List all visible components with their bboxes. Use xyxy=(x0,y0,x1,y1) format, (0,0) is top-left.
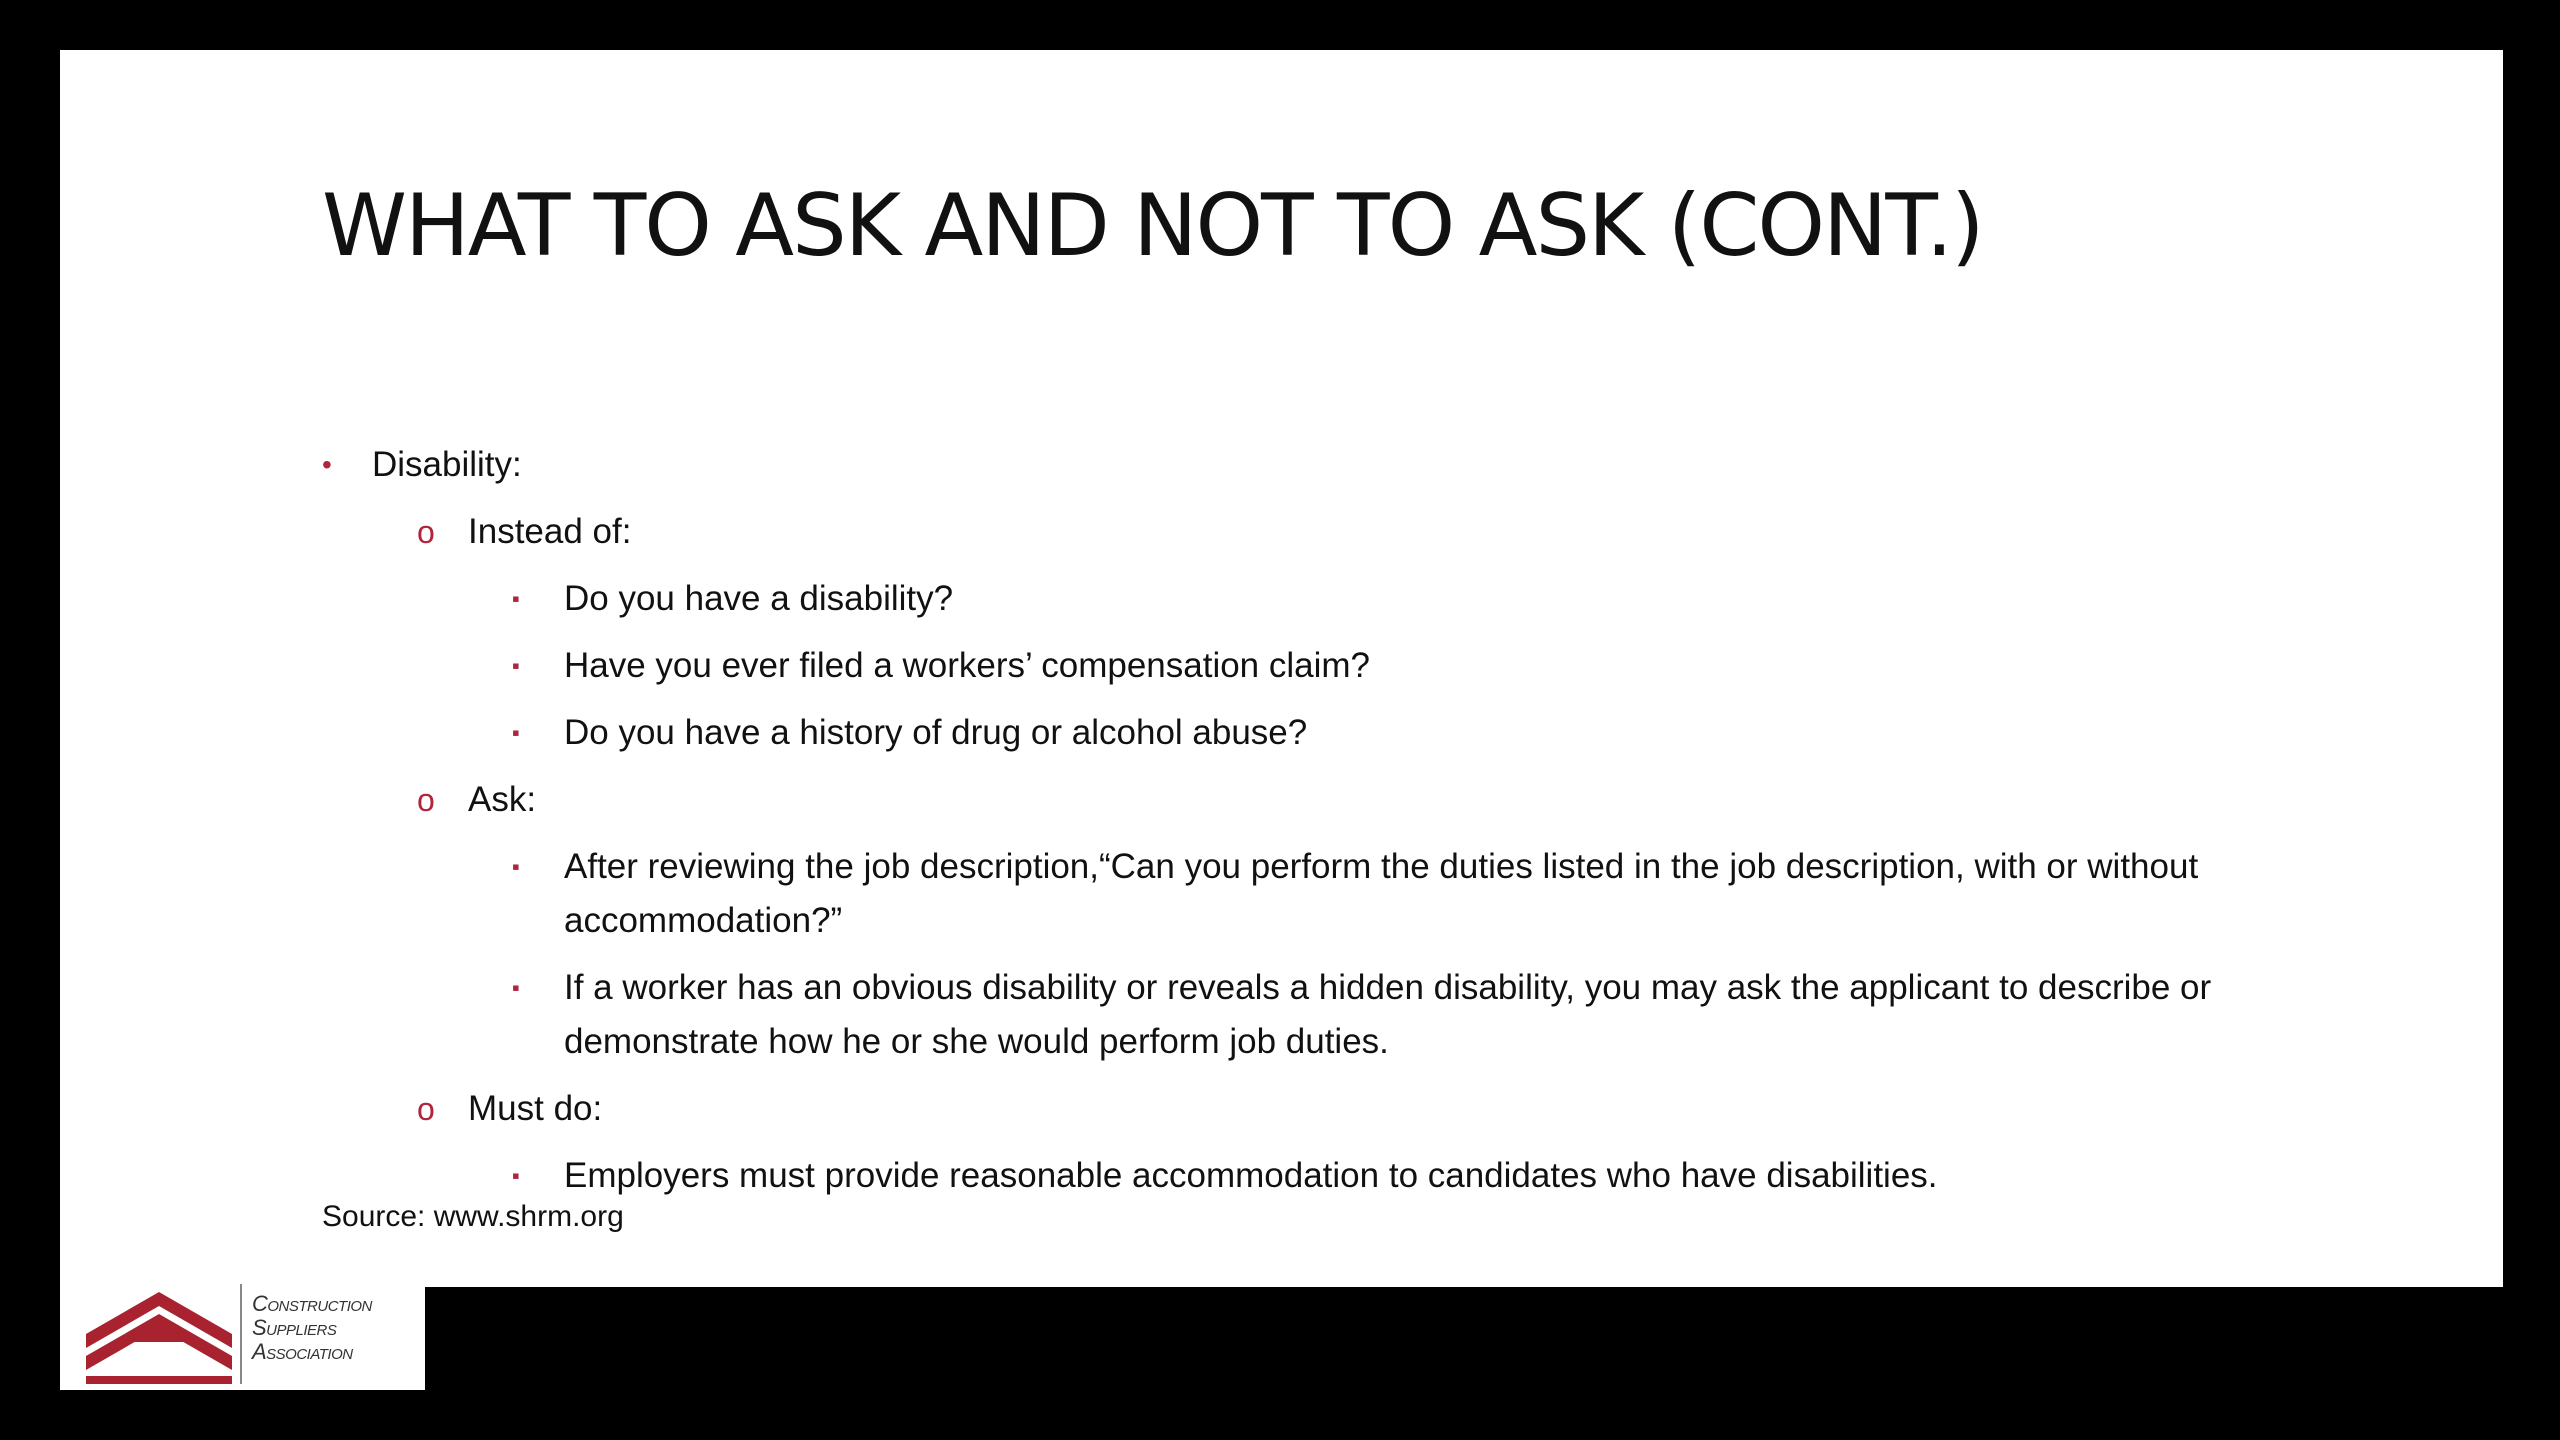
logo xyxy=(60,1278,425,1390)
bullet-square-icon: ▪ xyxy=(512,653,520,678)
list-item-text: Do you have a disability? xyxy=(564,579,954,618)
bullet-circle-icon: o xyxy=(417,1091,435,1127)
bullet-square-icon: ▪ xyxy=(512,1163,520,1188)
list-item-text: Do you have a history of drug or alcohol abuse? xyxy=(564,713,1308,752)
footer-bar xyxy=(60,1287,2503,1390)
bullet-circle-icon: o xyxy=(417,514,435,550)
logo-line-2: Suppliers xyxy=(252,1315,337,1340)
bullet-dot-icon: • xyxy=(322,449,332,480)
list-item xyxy=(322,840,2322,948)
logo-text xyxy=(252,1292,372,1364)
logo-divider xyxy=(240,1284,242,1384)
list-item xyxy=(322,961,2322,1069)
list-item-text: Employers must provide reasonable accommodation to candidates who have disabilities. xyxy=(564,1156,1938,1195)
list-item-text: Ask: xyxy=(468,780,537,819)
list-item xyxy=(322,1082,2322,1136)
list-item xyxy=(322,1149,2322,1203)
bullet-circle-icon: o xyxy=(417,782,435,818)
bullet-square-icon: ▪ xyxy=(512,975,520,1000)
source-citation: Source: www.shrm.org xyxy=(322,1200,624,1233)
list-item xyxy=(322,505,2322,559)
list-item-text: If a worker has an obvious disability or reveals a hidden disability, you may ask the applicant to describe or demonstrate how he or she would perform job duties. xyxy=(564,968,2212,1061)
logo-line-1: Construction xyxy=(252,1291,372,1316)
bullet-list xyxy=(322,438,2322,1216)
list-item xyxy=(322,572,2322,626)
list-item xyxy=(322,773,2322,827)
bullet-square-icon: ▪ xyxy=(512,854,520,879)
slide xyxy=(60,50,2503,1390)
list-item xyxy=(322,706,2322,760)
list-item-text: Have you ever filed a workers’ compensation claim? xyxy=(564,646,1371,685)
bullet-square-icon: ▪ xyxy=(512,720,520,745)
list-item-text: After reviewing the job description,“Can you perform the duties listed in the job description, with or without accommodation?” xyxy=(564,847,2199,940)
list-item-text: Must do: xyxy=(468,1089,603,1128)
slide-title: WHAT TO ASK AND NOT TO ASK (CONT.) xyxy=(322,176,1983,276)
csa-roof-logo-icon xyxy=(84,1284,234,1384)
list-item xyxy=(322,639,2322,693)
list-item-text: Disability: xyxy=(372,445,522,484)
bullet-square-icon: ▪ xyxy=(512,586,520,611)
logo-line-3: Association xyxy=(252,1339,353,1364)
list-item xyxy=(322,438,2322,492)
list-item-text: Instead of: xyxy=(468,512,632,551)
